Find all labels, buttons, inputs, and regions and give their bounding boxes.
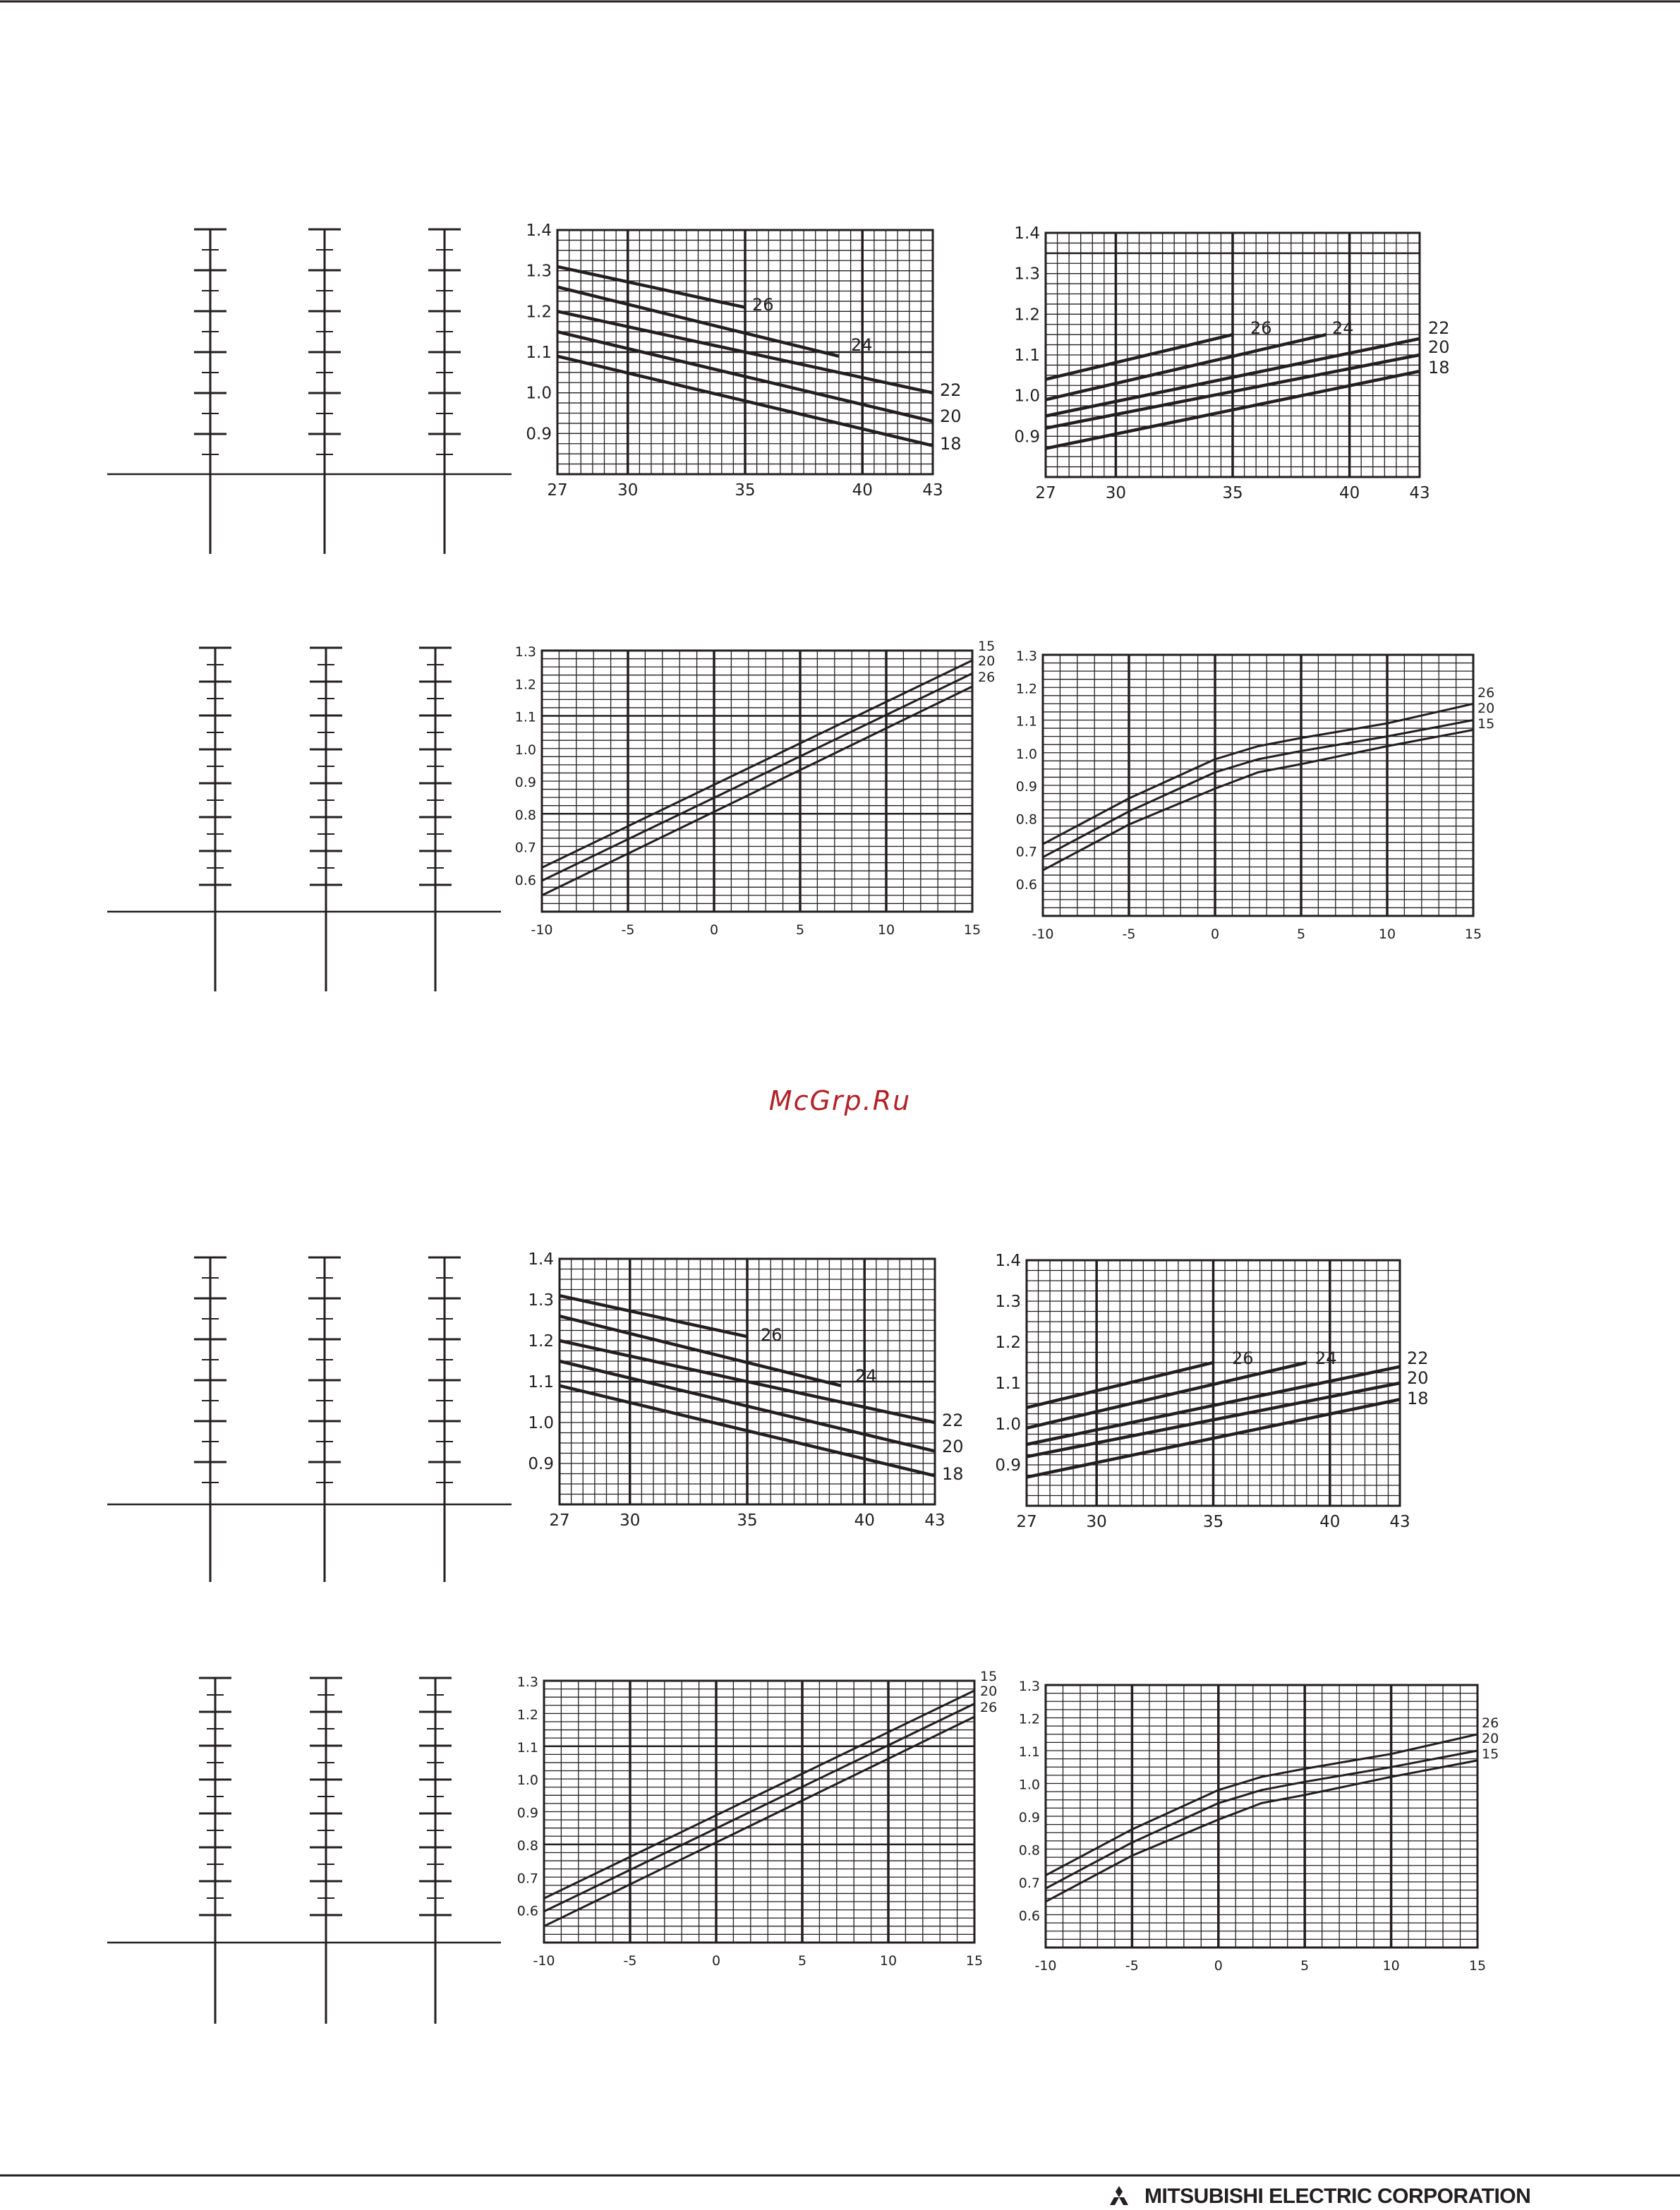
footer-brand — [1101, 2186, 1530, 2207]
series-line-15 — [1043, 730, 1473, 870]
y-tick-label: 1.3 — [526, 262, 552, 281]
x-tick-label: 10 — [879, 1953, 898, 1969]
series-label: 22 — [1407, 1348, 1429, 1368]
y-tick-label: 1.1 — [528, 1373, 554, 1391]
x-tick-label: 35 — [735, 481, 756, 500]
series-label: 26 — [978, 670, 996, 685]
series-label: 24 — [851, 335, 873, 355]
x-tick-label: -5 — [621, 922, 635, 938]
x-tick-label: 15 — [1468, 1958, 1487, 1974]
y-tick-label: 1.0 — [1018, 1777, 1040, 1793]
x-tick-label: 5 — [797, 1953, 807, 1969]
y-tick-label: 0.9 — [528, 1455, 554, 1473]
chart-5 — [528, 1250, 963, 1530]
x-tick-label: 35 — [1222, 484, 1243, 502]
y-tick-label: 0.9 — [526, 425, 552, 444]
y-tick-label: 0.6 — [514, 872, 536, 888]
x-tick-label: 5 — [795, 922, 805, 938]
chart-grid — [544, 1681, 974, 1943]
y-tick-label: 1.1 — [1015, 713, 1037, 730]
y-tick-label: 1.0 — [514, 742, 536, 758]
x-tick-label: 27 — [547, 481, 568, 500]
chart-7 — [517, 1669, 997, 1969]
series-label: 20 — [978, 653, 996, 669]
x-tick-label: 5 — [1300, 1958, 1310, 1974]
scale-panel — [107, 229, 512, 554]
x-tick-label: 27 — [1035, 484, 1056, 502]
y-tick-label: 0.8 — [1015, 811, 1037, 828]
y-tick-label: 1.4 — [1014, 224, 1040, 243]
y-tick-label: 1.4 — [528, 1250, 554, 1269]
y-tick-label: 1.0 — [528, 1414, 554, 1432]
y-tick-label: 1.3 — [516, 1674, 538, 1690]
y-tick-label: 0.9 — [1015, 779, 1037, 795]
x-tick-label: 35 — [1202, 1513, 1224, 1531]
x-tick-label: 30 — [620, 1511, 641, 1530]
x-tick-label: -10 — [531, 922, 553, 938]
x-tick-label: 0 — [711, 1953, 721, 1969]
x-tick-label: 43 — [924, 1511, 945, 1530]
series-line-20 — [542, 673, 972, 881]
y-tick-label: 0.7 — [516, 1871, 538, 1887]
y-tick-label: 1.2 — [1018, 1711, 1040, 1727]
watermark-text: McGrp.Ru — [768, 1085, 912, 1116]
y-tick-label: 0.9 — [1018, 1810, 1040, 1825]
x-tick-label: 30 — [1086, 1513, 1107, 1531]
y-tick-label: 1.1 — [1014, 346, 1040, 365]
series-label: 22 — [1428, 318, 1450, 338]
series-line-26 — [542, 687, 972, 895]
series-label: 20 — [1407, 1368, 1429, 1388]
x-tick-label: -10 — [1034, 1958, 1057, 1974]
x-tick-label: 0 — [1210, 926, 1220, 942]
chart-2 — [1014, 224, 1449, 502]
x-tick-label: 40 — [854, 1511, 875, 1530]
y-tick-label: 1.0 — [1015, 746, 1037, 762]
x-tick-label: 15 — [1464, 926, 1482, 942]
scale-ladders — [107, 229, 512, 2024]
y-tick-label: 0.8 — [514, 807, 536, 823]
y-tick-label: 1.1 — [516, 1739, 538, 1756]
x-tick-label: 40 — [852, 481, 873, 500]
x-tick-label: 5 — [1296, 926, 1306, 942]
y-tick-label: 1.3 — [514, 644, 536, 660]
x-tick-label: 40 — [1319, 1513, 1341, 1531]
chart-grid — [542, 651, 972, 912]
series-label: 24 — [855, 1366, 877, 1386]
y-tick-label: 1.2 — [516, 1707, 538, 1723]
x-tick-label: 10 — [1378, 926, 1396, 942]
series-label: 26 — [761, 1325, 782, 1345]
series-label: 24 — [1315, 1348, 1337, 1368]
y-tick-label: 1.4 — [995, 1252, 1021, 1270]
y-tick-label: 0.7 — [1018, 1876, 1040, 1891]
series-label: 26 — [980, 1700, 998, 1715]
x-tick-label: 43 — [1409, 484, 1430, 502]
series-label: 20 — [980, 1684, 998, 1699]
x-tick-label: 27 — [1016, 1513, 1037, 1531]
series-label: 20 — [1482, 1731, 1499, 1746]
x-tick-label: 15 — [963, 922, 981, 938]
series-label: 22 — [942, 1411, 964, 1430]
y-tick-label: 1.0 — [516, 1773, 538, 1789]
y-tick-label: 0.6 — [1018, 1908, 1040, 1924]
x-tick-label: 10 — [877, 922, 895, 938]
series-label: 18 — [940, 434, 962, 454]
y-tick-label: 1.4 — [526, 222, 552, 240]
y-tick-label: 1.3 — [1014, 265, 1040, 284]
series-label: 20 — [940, 406, 962, 426]
y-tick-label: 1.3 — [995, 1293, 1021, 1311]
series-label: 26 — [1232, 1348, 1254, 1368]
series-label: 26 — [752, 295, 774, 315]
x-tick-label: -10 — [533, 1953, 555, 1969]
y-tick-label: 0.8 — [516, 1837, 538, 1854]
y-tick-label: 1.3 — [528, 1291, 554, 1310]
x-tick-label: -5 — [1122, 926, 1136, 942]
chart-1 — [526, 222, 961, 500]
chart-6 — [995, 1252, 1428, 1531]
x-tick-label: 40 — [1338, 484, 1360, 502]
series-label: 18 — [1407, 1389, 1429, 1408]
three-diamonds-logo-icon — [1101, 2186, 1137, 2207]
y-tick-label: 1.2 — [1015, 681, 1037, 697]
y-tick-label: 1.2 — [1014, 306, 1040, 325]
y-tick-label: 1.2 — [514, 677, 536, 693]
x-tick-label: 43 — [1389, 1513, 1410, 1531]
brand-name: MITSUBISHI ELECTRIC CORPORATION — [1144, 2185, 1531, 2208]
series-line-26 — [544, 1717, 974, 1926]
y-tick-label: 1.1 — [995, 1375, 1021, 1393]
y-tick-label: 0.9 — [516, 1805, 538, 1821]
y-tick-label: 1.0 — [995, 1415, 1021, 1434]
series-line-15 — [1046, 1761, 1477, 1902]
y-tick-label: 0.8 — [1018, 1842, 1040, 1859]
x-tick-label: 30 — [1105, 484, 1127, 502]
series-label: 15 — [1482, 1746, 1499, 1762]
x-tick-label: 35 — [737, 1511, 758, 1530]
series-label: 26 — [1482, 1715, 1499, 1731]
y-tick-label: 0.9 — [1014, 428, 1040, 447]
y-tick-label: 1.1 — [514, 709, 536, 725]
series-label: 24 — [1332, 318, 1354, 338]
x-tick-label: 30 — [617, 481, 639, 500]
y-tick-label: 1.3 — [1018, 1679, 1040, 1694]
y-tick-label: 0.9 — [995, 1456, 1021, 1475]
y-tick-label: 1.1 — [526, 344, 552, 362]
x-tick-label: 0 — [1214, 1958, 1223, 1974]
y-tick-label: 1.1 — [1018, 1744, 1040, 1760]
series-label: 20 — [942, 1437, 964, 1456]
y-tick-label: 0.6 — [516, 1903, 538, 1919]
x-tick-label: 10 — [1382, 1958, 1400, 1974]
x-tick-label: -5 — [1125, 1958, 1139, 1974]
series-label: 26 — [1250, 318, 1272, 338]
x-tick-label: -10 — [1032, 926, 1054, 942]
x-tick-label: 0 — [709, 922, 719, 938]
series-line-20 — [544, 1704, 974, 1912]
series-label: 26 — [1477, 685, 1495, 701]
x-tick-label: 15 — [965, 1953, 984, 1969]
series-label: 18 — [1428, 358, 1450, 378]
x-tick-label: 43 — [922, 481, 943, 500]
chart-8 — [1019, 1679, 1499, 1974]
chart-3 — [515, 639, 995, 938]
series-label: 15 — [1477, 716, 1495, 732]
x-tick-label: 27 — [549, 1511, 570, 1530]
y-tick-label: 1.3 — [1015, 648, 1037, 664]
y-tick-label: 0.7 — [514, 840, 536, 856]
x-tick-label: -5 — [623, 1953, 637, 1969]
y-tick-label: 0.9 — [514, 775, 536, 790]
series-label: 15 — [978, 639, 996, 654]
series-label: 15 — [980, 1669, 998, 1684]
y-tick-label: 1.0 — [1014, 387, 1040, 406]
y-tick-label: 1.0 — [526, 384, 552, 403]
series-label: 18 — [942, 1464, 964, 1484]
chart-grid — [1046, 1685, 1477, 1948]
y-tick-label: 1.2 — [528, 1332, 554, 1351]
scale-panel — [107, 1257, 512, 1582]
y-tick-label: 1.2 — [526, 303, 552, 322]
series-label: 20 — [1477, 701, 1495, 716]
scale-panel — [107, 1678, 501, 2024]
series-label: 22 — [940, 380, 962, 400]
scale-panel — [107, 648, 501, 991]
chart-grid — [1043, 655, 1473, 916]
y-tick-label: 0.7 — [1015, 844, 1037, 860]
y-tick-label: 0.6 — [1015, 876, 1037, 893]
y-tick-label: 1.2 — [995, 1334, 1021, 1352]
series-label: 20 — [1428, 337, 1450, 357]
chart-4 — [1016, 648, 1494, 942]
